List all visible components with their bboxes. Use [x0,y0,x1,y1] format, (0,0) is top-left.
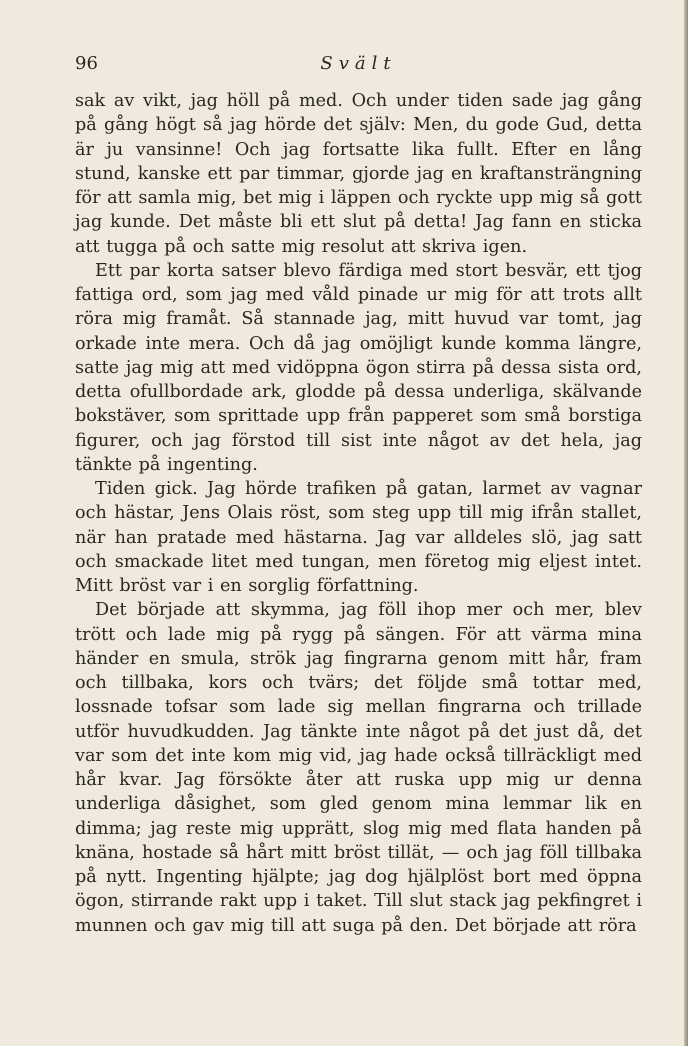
page-edge-shadow [684,0,688,1046]
page-number: 96 [75,53,98,74]
running-title: Svält [320,53,397,74]
body-text [75,89,642,938]
paragraph-4: Det började att skymma, jag föll ihop mer och mer, blev trött och lade mig på rygg på sängen. För att värma mina händer en smula, strök jag fingrarna genom mitt hår, fram och tillbaka, kors och tvärs; det följde små tottar med, lossnade tofsar som lade sig mellan fingrarna och trillade utför huvudkudden. Jag tänkte inte något på det just då, det var som det inte kom mig vid, jag hade också tillräckligt med hår kvar. Jag försökte åter att ruska upp mig ur denna underliga dåsighet, som gled genom mina lemmar lik en dimma; jag reste mig upprätt, slog mig med flata handen på knäna, hostade så hårt mitt bröst tillät, — och jag föll tillbaka på nytt. Ingenting hjälpte; jag dog hjälplöst bort med öppna ögon, stirrande rakt upp i taket. Till slut stack jag pekfingret i munnen och gav mig till att suga på den. Det började att röra [75,600,642,936]
running-head [75,51,642,77]
paragraph-1: sak av vikt, jag höll på med. Och under tiden sade jag gång på gång högt så jag hörde det själv: Men, du gode Gud, detta är ju vansinne! Och jag fortsatte lika fullt. Efter en lång stund, kanske ett par timmar, gjorde jag en kraftansträngning för att samla mig, bet mig i läppen och ryckte upp mig så gott jag kunde. Det måste bli ett slut på detta! Jag fann en sticka att tugga på och satte mig resolut att skriva igen. [75,91,642,257]
paragraph-3: Tiden gick. Jag hörde trafiken på gatan, larmet av vagnar och hästar, Jens Olais röst, som steg upp till mig ifrån stallet, när han pratade med hästarna. Jag var alldeles slö, jag satt och smackade litet med tungan, men företog mig eljest intet. Mitt bröst var i en sorglig författning. [75,479,642,596]
paragraph-2: Ett par korta satser blevo färdiga med stort besvär, ett tjog fattiga ord, som jag med våld pinade ur mig för att trots allt röra mig framåt. Så stannade jag, mitt huvud var tomt, jag orkade inte mera. Och då jag omöjligt kunde komma längre, satte jag mig att med vidöppna ögon stirra på dessa sista ord, detta ofullbordade ark, glodde på dessa underliga, skälvande bokstäver, som sprittade upp från papperet som små borstiga figurer, och jag förstod till sist inte något av det hela, jag tänkte på ingenting. [75,260,642,475]
